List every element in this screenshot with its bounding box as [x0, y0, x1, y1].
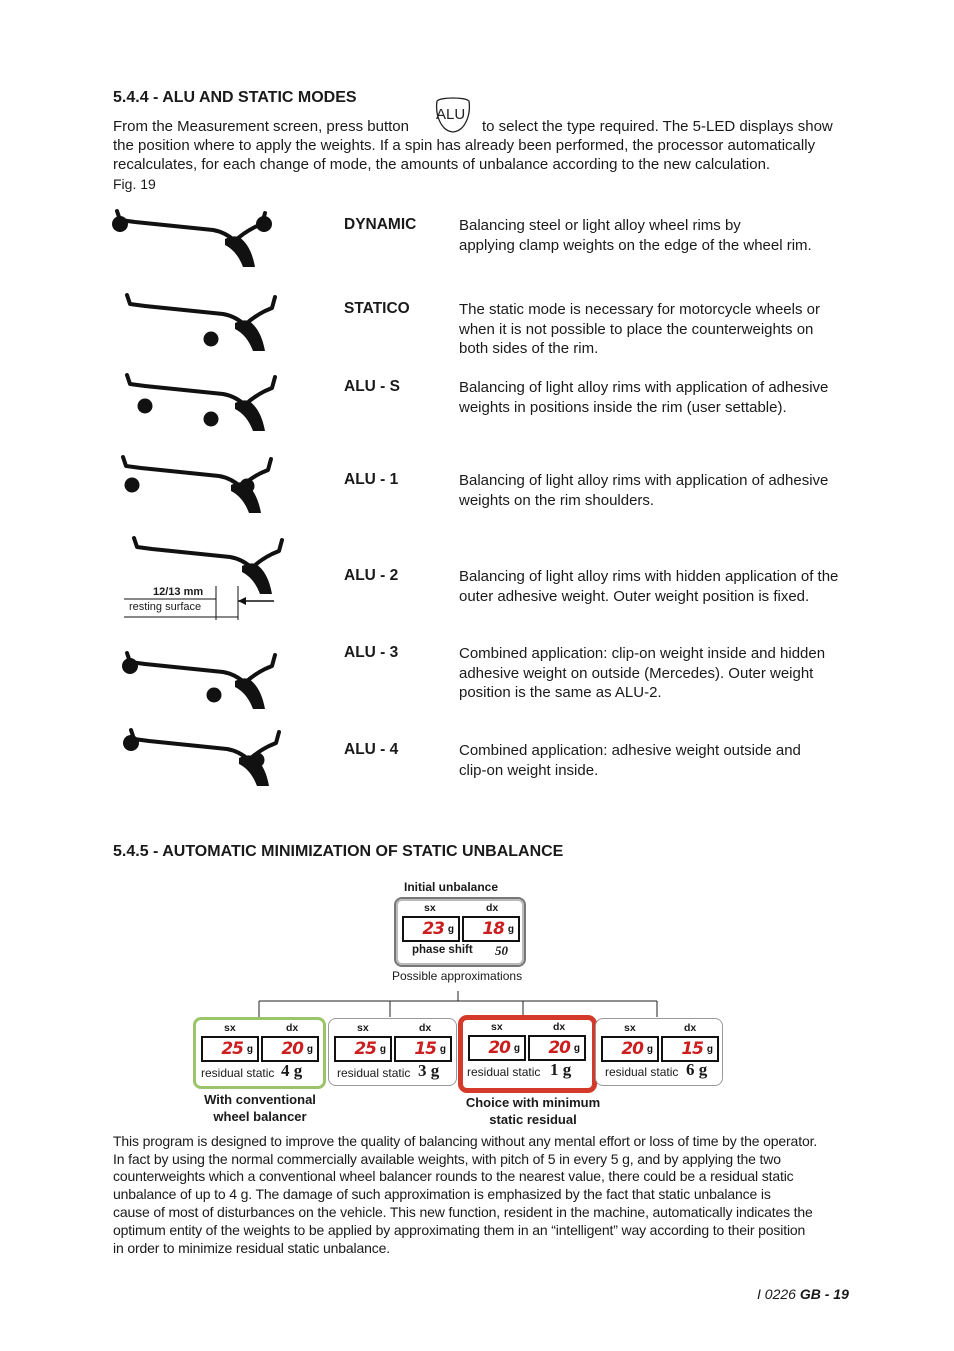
led-sx — [468, 1035, 526, 1061]
body-line: This program is designed to improve the quality of balancing without any mental effort or loss of time by the operator. — [113, 1133, 818, 1149]
mode-description — [459, 471, 869, 510]
mode-name: ALU - 3 — [344, 644, 399, 661]
mode-description — [459, 300, 869, 359]
mode-description — [459, 567, 869, 606]
mode-name: ALU - 1 — [344, 471, 399, 488]
led-dx — [528, 1035, 586, 1061]
led-value: 20 — [621, 1039, 643, 1059]
mode-desc-line: weights in positions inside the rim (user settable). — [459, 398, 787, 416]
mode-desc-line: adhesive weight on outside (Mercedes). Outer weight — [459, 664, 814, 682]
residual-static-value: 6 g — [686, 1060, 708, 1079]
led-sx — [201, 1036, 259, 1062]
mode-name: DYNAMIC — [344, 216, 417, 233]
intro-text-part1: From the Measurement screen, press button — [113, 118, 409, 135]
sx-label: sx — [624, 1022, 636, 1034]
led-value: 18 — [482, 919, 504, 939]
led-unit: g — [507, 924, 514, 935]
intro-text-part2: to select the type required. The 5-LED displays show — [482, 118, 833, 135]
led-sx — [402, 916, 460, 942]
led-unit: g — [379, 1044, 386, 1055]
rim-alu-1-icon — [123, 457, 271, 513]
sx-label: sx — [424, 902, 436, 914]
led-unit: g — [246, 1044, 253, 1055]
fig-caption: Fig. 19 — [113, 176, 156, 192]
alu-button-label: ALU — [436, 106, 466, 123]
led-value: 20 — [548, 1038, 570, 1058]
led-sx — [601, 1036, 659, 1062]
mode-desc-line: Combined application: clip-on weight inside and hidden — [459, 645, 826, 662]
rim-alu-4-icon — [123, 730, 279, 786]
page-footer — [757, 1286, 849, 1302]
led-value: 15 — [414, 1039, 436, 1059]
led-unit: g — [706, 1044, 713, 1055]
residual-static-label: residual static — [337, 1066, 411, 1080]
residual-static-value: 1 g — [550, 1060, 572, 1079]
option-display-3 — [458, 1015, 597, 1093]
option-display-1 — [193, 1017, 326, 1089]
alu2-dimension-label: 12/13 mm — [153, 586, 204, 598]
mode-desc-line: outer adhesive weight. Outer weight position is fixed. — [459, 587, 810, 605]
led-value: 15 — [681, 1039, 703, 1059]
dx-label: dx — [419, 1022, 432, 1034]
mode-desc-line: Balancing steel or light alloy wheel rims by — [459, 217, 741, 234]
alu-button-icon — [433, 95, 473, 135]
mode-name: ALU - 4 — [344, 741, 399, 758]
body-line: optimum entity of the weights to be applied by approximating them in an “intelligent” way according to their position — [113, 1221, 806, 1238]
footer-lang: GB - — [799, 1286, 830, 1302]
caption-minimum — [452, 1094, 614, 1128]
mode-description — [459, 741, 869, 780]
led-dx — [261, 1036, 319, 1062]
rim-dynamic-icon — [112, 211, 272, 267]
residual-static-label: residual static — [201, 1066, 275, 1080]
caption-line: With conventional — [204, 1092, 316, 1107]
mode-desc-line: Balancing of light alloy rims with application of adhesive — [459, 472, 829, 489]
section-heading-alu: 5.4.4 - ALU AND STATIC MODES — [113, 89, 357, 106]
led-value: 23 — [422, 919, 444, 939]
footer-page-number: 19 — [833, 1286, 849, 1302]
led-value: 20 — [281, 1039, 303, 1059]
residual-static-label: residual static — [467, 1065, 541, 1079]
mode-desc-line: The static mode is necessary for motorcycle wheels or — [459, 301, 820, 318]
led-unit: g — [513, 1043, 520, 1054]
dx-label: dx — [553, 1021, 566, 1033]
intro-text-line2: the position where to apply the weights. If a spin has already been performed, the processor automatically — [113, 137, 816, 154]
led-value: 20 — [488, 1038, 510, 1058]
mode-description — [459, 644, 869, 703]
mode-description — [459, 378, 869, 417]
caption-line: static residual — [489, 1112, 577, 1127]
mode-desc-line: weights on the rim shoulders. — [459, 491, 655, 509]
sx-label: sx — [491, 1021, 503, 1033]
residual-static-value: 4 g — [281, 1061, 303, 1080]
mode-description — [459, 216, 869, 255]
option-display-4 — [595, 1018, 723, 1086]
mode-name: ALU - S — [344, 378, 400, 395]
dx-label: dx — [684, 1022, 697, 1034]
sx-label: sx — [357, 1022, 369, 1034]
caption-line: wheel balancer — [213, 1109, 307, 1124]
residual-static-value: 3 g — [418, 1061, 440, 1080]
caption-conventional — [190, 1091, 330, 1125]
approximation-connectors — [250, 985, 670, 1020]
rim-statico-icon — [127, 295, 275, 351]
mode-desc-line: Balancing of light alloy rims with hidden application of the — [459, 568, 839, 585]
body-line: unbalance of up to 4 g. The damage of such approximation is emphasized by the fact that static unbalance is — [113, 1186, 771, 1203]
mode-desc-line: Combined application: adhesive weight outside and — [459, 742, 801, 759]
led-dx — [394, 1036, 452, 1062]
dx-label: dx — [486, 902, 499, 914]
dx-label: dx — [286, 1022, 299, 1034]
phase-shift-value: 50 — [495, 943, 508, 958]
phase-shift-label: phase shift — [412, 944, 473, 956]
option-display-2 — [328, 1018, 457, 1086]
mode-desc-line: when it is not possible to place the counterweights on — [459, 320, 814, 338]
minimization-body — [113, 1133, 817, 1258]
rim-alu-3-icon — [122, 653, 275, 709]
initial-display — [394, 897, 526, 967]
led-value: 25 — [221, 1039, 243, 1059]
body-line: cause of most of disturbances on the vehicle. This new function, resident in the machine, automatically indicates the — [113, 1203, 813, 1220]
footer-doc-code: I 0226 — [757, 1286, 796, 1302]
led-unit: g — [306, 1044, 313, 1055]
led-unit: g — [447, 924, 454, 935]
possible-approximations-label: Possible approximations — [392, 969, 523, 983]
sx-label: sx — [224, 1022, 236, 1034]
mode-name: ALU - 2 — [344, 567, 399, 584]
led-unit: g — [573, 1043, 580, 1054]
body-line: counterweights which a conventional wheel balancer rounds to the nearest value, there could be a residual static — [113, 1168, 794, 1185]
residual-static-label: residual static — [605, 1065, 679, 1079]
section-heading-minimization: 5.4.5 - AUTOMATIC MINIMIZATION OF STATIC UNBALANCE — [113, 843, 564, 860]
body-line: in order to minimize residual static unbalance. — [113, 1240, 390, 1257]
led-dx — [462, 916, 520, 942]
led-value: 25 — [354, 1039, 376, 1059]
mode-desc-line: Balancing of light alloy rims with application of adhesive — [459, 379, 829, 396]
rim-illustrations — [100, 195, 290, 795]
led-unit: g — [439, 1044, 446, 1055]
body-line: In fact by using the normal commercially available weights, with pitch of 5 in every 5 g, and by applying the two — [113, 1150, 781, 1167]
led-unit: g — [646, 1044, 653, 1055]
mode-desc-line: applying clamp weights on the edge of the wheel rim. — [459, 236, 812, 254]
initial-unbalance-label: Initial unbalance — [404, 880, 499, 894]
led-sx — [334, 1036, 392, 1062]
mode-desc-line: position is the same as ALU-2. — [459, 684, 662, 701]
mode-desc-line: both sides of the rim. — [459, 340, 599, 357]
alu2-resting-label: resting surface — [129, 601, 202, 613]
rim-alu-s-icon — [127, 375, 275, 431]
intro-text-line3: recalculates, for each change of mode, the amounts of unbalance according to the new calculation. — [113, 156, 771, 173]
caption-line: Choice with minimum — [465, 1095, 601, 1110]
led-dx — [661, 1036, 719, 1062]
mode-desc-line: clip-on weight inside. — [459, 761, 599, 779]
mode-name: STATICO — [344, 300, 410, 317]
